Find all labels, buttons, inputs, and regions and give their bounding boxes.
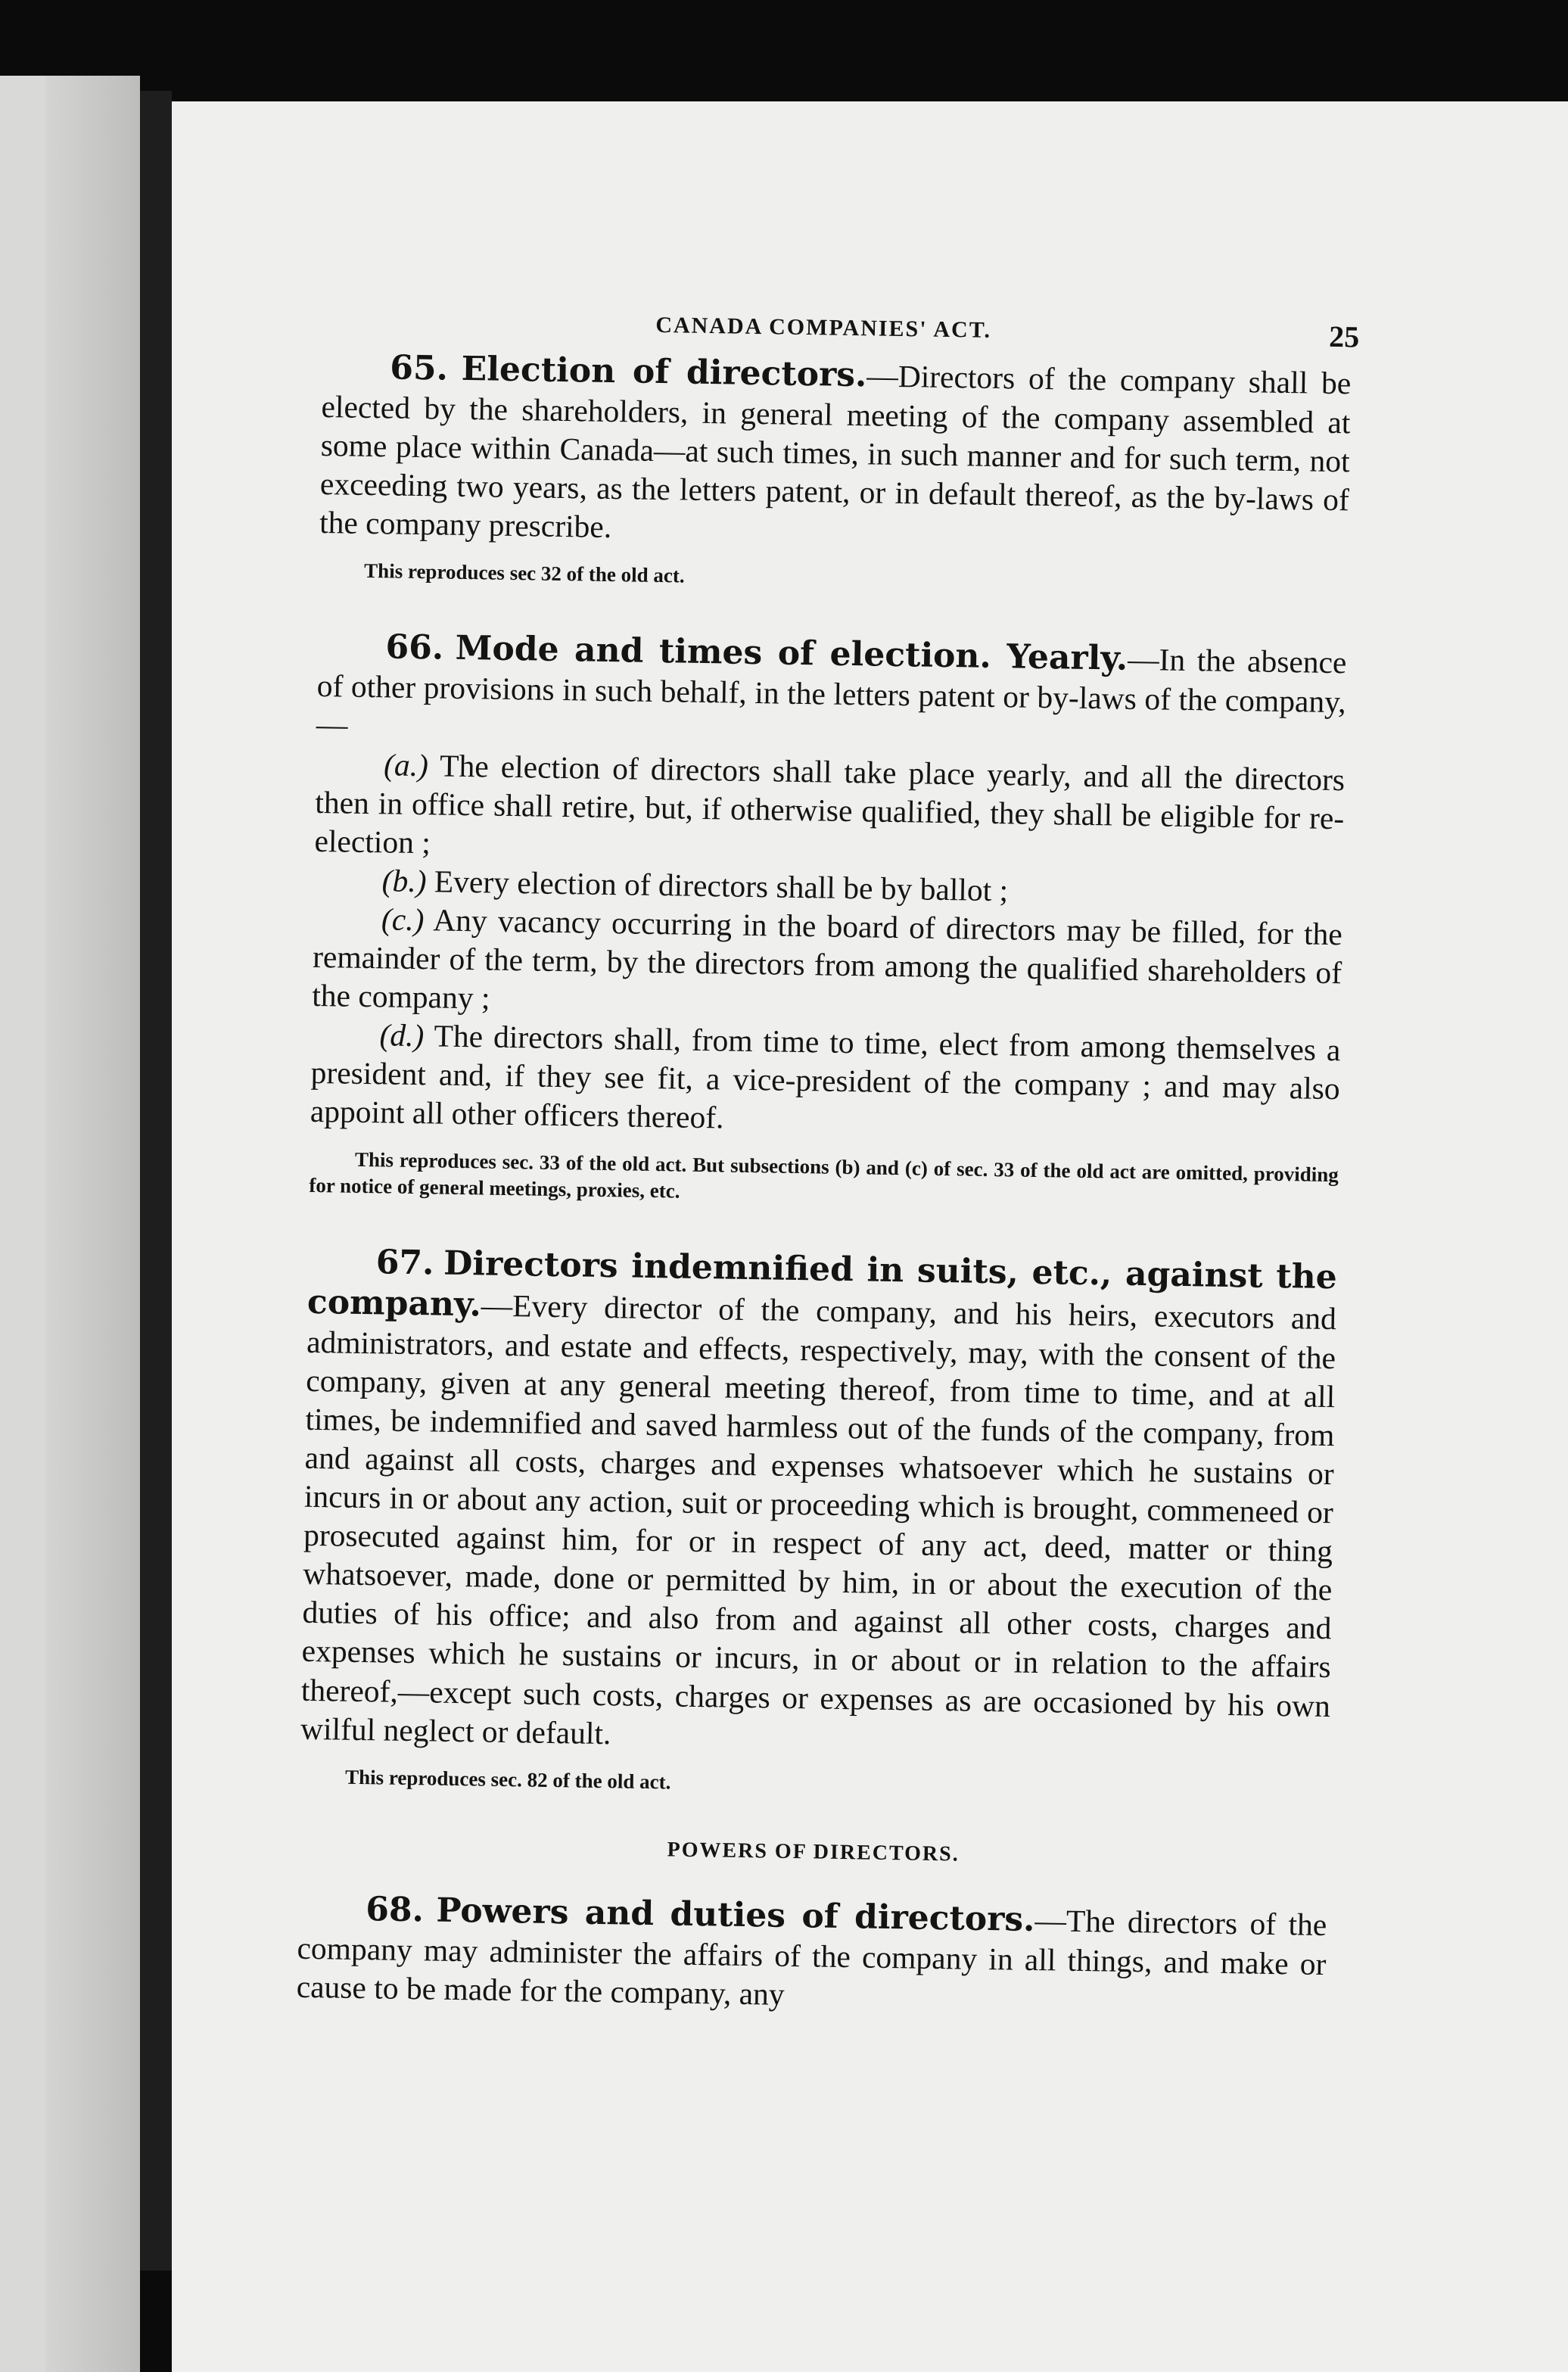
section-65 [319,347,1352,600]
section-heading: Mode and times of election. Yearly. [455,629,1128,679]
page-content [296,291,1360,2037]
section-text: —In the absence of other provisions in such behalf, in the letters patent or by-laws of the company,— [316,642,1347,743]
section-note: This reproduces sec. 33 of the old act. But subsections (b) and (c) of sec. 33 of the old act are omitted, providing for notice of general meetings, proxies, etc. [309,1147,1339,1203]
book-gutter [140,91,172,2271]
clause-a [314,744,1345,876]
clause-d [310,1015,1341,1147]
section-67 [300,1241,1337,1806]
facing-page-edge [0,76,140,2372]
section-paragraph [296,1888,1327,2022]
book-page [172,101,1568,2372]
section-heading: Directors indemnified in suits, etc., against the company. [306,1244,1338,1325]
section-paragraph [300,1241,1337,1764]
section-paragraph [316,626,1347,761]
section-text: —Directors of the company shall be elected by the shareholders, in general meeting of the company assembled at some place within Canada—at such times, in such manner and for such term, not exceeding two years, as the letters patent, or in default thereof, as the by-laws of the company prescribe. [319,358,1352,545]
powers-subheading: POWERS OF DIRECTORS. [667,1838,960,1866]
section-number: 65. [390,348,449,388]
clause-text: Every election of directors shall be by ballot ; [434,864,1009,907]
section-heading: Powers and duties of directors. [436,1891,1035,1939]
clause-label: (b.) [381,862,427,898]
section-68 [296,1888,1327,2022]
section-text: —Every director of the company, and his heirs, executors and administrators, and estate and effects, respectively, may, with the consent of the company, given at any general meeting thereof, from time to time, and at all times, be indemnified and saved harmless out of the funds of the company, from and against all costs, charges and expenses whatsoever which he sustains or incurs in or about any action, suit or proceeding which is brought, commeneed or prosecuted against him, for or in respect of any act, deed, matter or thing whatsoever, made, done or permitted by him, in or about the execution of the duties of his office; and also from and against all other costs, charges and expenses which he sustains or incurs, in or about or in relation to the affairs thereof,—except such costs, charges or expenses as are occasioned by his own wilful neglect or default. [300,1287,1337,1751]
clause-c [312,899,1342,1031]
section-text: —The directors of the company may administer the affairs of the company in all things, and make or cause to be made for the company, any [296,1902,1327,2012]
section-note: This reproduces sec. 82 of the old act. [344,1765,671,1794]
section-paragraph [319,347,1352,559]
section-number: 67. [375,1243,434,1283]
clause-label: (a.) [383,746,429,783]
clause-text: The election of directors shall take place yearly, and all the directors then in office shall retire, but, if otherwise qualified, they shall be eligible for re-election ; [314,748,1346,860]
section-note: This reproduces sec 32 of the old act. [363,559,685,587]
running-title: CANADA COMPANIES' ACT. [655,312,992,343]
running-header [322,291,1360,354]
clause-label: (c.) [381,901,425,937]
page-number: 25 [1328,319,1360,354]
section-number: 68. [366,1889,425,1930]
section-number: 66. [385,627,444,668]
clause-label: (d.) [379,1017,425,1053]
section-66 [309,626,1347,1215]
clause-text: Any vacancy occurring in the board of directors may be filled, for the remainder of the term, by the directors from among the qualified shareholders of the company ; [312,902,1343,1016]
section-heading: Election of directors. [461,349,867,395]
clause-text: The directors shall, from time to time, elect from among themselves a president and, if they see fit, a vice-president of the company ; and may also appoint all other officers thereof. [310,1018,1341,1135]
